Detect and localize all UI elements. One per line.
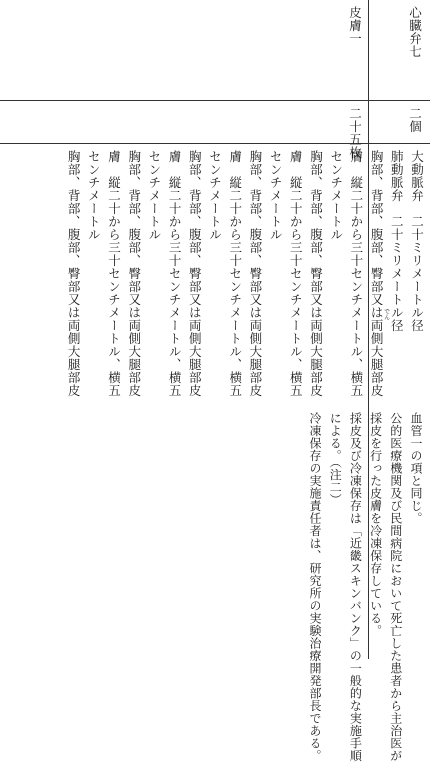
quantity-bottom-rule: [0, 143, 430, 144]
desc-line-7: 膚 縦二十から三十センチメートル、横五: [288, 150, 304, 397]
header-quantity: 二個: [407, 107, 423, 133]
desc-line-11: センチメートル: [207, 150, 223, 241]
desc-line-1: 大動脈弁 二十ミリメートル径: [409, 150, 425, 332]
note-line-3: 採皮を行った皮膚を冷凍保存している。: [368, 412, 383, 637]
desc-line-18: 胸部、背部、腹部、臀部又は両側大腿部皮: [66, 150, 82, 397]
note-line-4: 採皮及び冷凍保存は「近畿スキンバンク」の一般的な実施手順: [348, 412, 363, 762]
desc-line-8: センチメートル: [268, 150, 284, 241]
row-quantity: 二十五枚: [347, 107, 363, 159]
desc-line-5: センチメートル: [328, 150, 344, 241]
desc-line-14: センチメートル: [146, 150, 162, 241]
desc-line-15: 胸部、背部、腹部、臀部又は両側大腿部皮: [126, 150, 142, 397]
note-line-5: による。（注二）: [328, 412, 343, 506]
note-line-1: 血管一の項と同じ。: [409, 412, 423, 525]
row-item: 皮膚一: [347, 6, 363, 45]
desc-line-2: 肺動脈弁 二十ミリメートル径: [389, 150, 405, 332]
desc-line-17: センチメートル: [86, 150, 102, 241]
header-item: 心臓弁七: [407, 6, 423, 58]
desc-line-13: 膚 縦二十から三十センチメートル、横五: [167, 150, 183, 397]
desc-line-12: 胸部、背部、腹部、臀部又は両側大腿部皮: [187, 150, 203, 397]
header-bottom-rule: [0, 100, 430, 101]
desc-line-9: 胸部、背部、腹部、臀部又は両側大腿部皮: [247, 150, 263, 397]
desc-line-4: 膚 縦二十から三十センチメートル、横五: [348, 150, 364, 397]
note-line-2: 公的医療機関及び民間病院において死亡した患者から主治医が: [388, 412, 403, 762]
desc-line-10: 膚 縦二十から三十センチメートル、横五: [227, 150, 243, 397]
desc-ruby: でん: [382, 308, 390, 320]
desc-line-3: 胸部、背部、腹部、臀部又は両側大腿部皮: [369, 150, 385, 397]
desc-line-16: 膚 縦二十から三十センチメートル、横五: [106, 150, 122, 397]
note-line-6: 冷凍保存の実施責任者は、研究所の実験治療開発部長である。: [308, 412, 322, 762]
desc-line-6: 胸部、背部、腹部、臀部又は両側大腿部皮: [308, 150, 324, 397]
